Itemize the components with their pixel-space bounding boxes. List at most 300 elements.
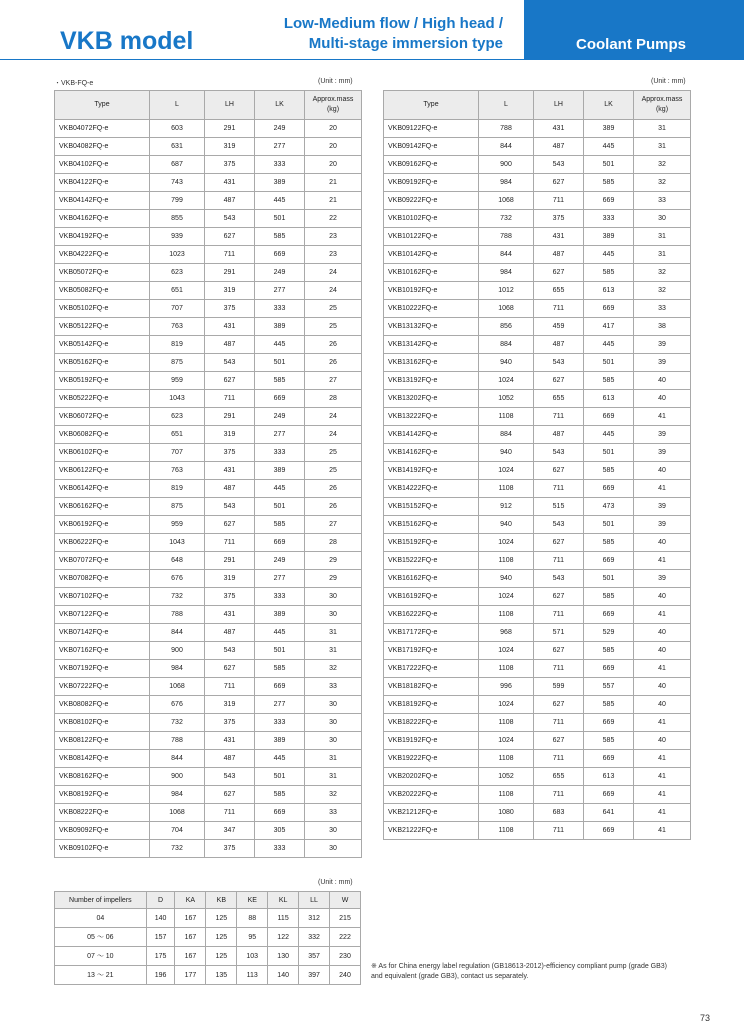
value-cell: 375 <box>205 300 255 318</box>
spec-table-right <box>383 90 691 840</box>
value-cell: 940 <box>479 354 534 372</box>
value-cell: 167 <box>175 928 206 947</box>
column-header: KB <box>206 892 237 909</box>
value-cell: 669 <box>584 552 634 570</box>
table-row <box>384 642 691 660</box>
value-cell: 319 <box>205 138 255 156</box>
value-cell: 88 <box>237 909 268 928</box>
value-cell: 939 <box>150 228 205 246</box>
value-cell: 431 <box>205 732 255 750</box>
value-cell: 711 <box>534 750 584 768</box>
value-cell: 984 <box>479 174 534 192</box>
value-cell: 41 <box>634 552 691 570</box>
value-cell: 312 <box>299 909 330 928</box>
value-cell: 669 <box>584 786 634 804</box>
value-cell: 41 <box>634 606 691 624</box>
value-cell: 585 <box>584 174 634 192</box>
value-cell: 277 <box>255 570 305 588</box>
table-row <box>384 408 691 426</box>
value-cell: 375 <box>205 588 255 606</box>
value-cell: 707 <box>150 300 205 318</box>
column-header: Approx.mass (kg) <box>634 91 691 120</box>
value-cell: 40 <box>634 696 691 714</box>
value-cell: 135 <box>206 966 237 985</box>
value-cell: 23 <box>305 228 362 246</box>
type-cell: VKB07072FQ-e <box>55 552 150 570</box>
value-cell: 357 <box>299 947 330 966</box>
table-body-right <box>384 120 691 840</box>
table-row <box>55 228 362 246</box>
value-cell: 711 <box>205 804 255 822</box>
value-cell: 651 <box>150 426 205 444</box>
value-cell: 1108 <box>479 408 534 426</box>
type-cell: VKB14222FQ-e <box>384 480 479 498</box>
type-cell: VKB04162FQ-e <box>55 210 150 228</box>
value-cell: 529 <box>584 624 634 642</box>
value-cell: 487 <box>205 192 255 210</box>
table-row <box>55 156 362 174</box>
type-cell: VKB04222FQ-e <box>55 246 150 264</box>
table-row <box>384 300 691 318</box>
type-cell: VKB13162FQ-e <box>384 354 479 372</box>
value-cell: 249 <box>255 264 305 282</box>
value-cell: 230 <box>330 947 361 966</box>
value-cell: 249 <box>255 120 305 138</box>
type-cell: VKB10142FQ-e <box>384 246 479 264</box>
value-cell: 177 <box>175 966 206 985</box>
table-row <box>384 390 691 408</box>
type-cell: VKB09092FQ-e <box>55 822 150 840</box>
value-cell: 627 <box>205 660 255 678</box>
value-cell: 445 <box>255 624 305 642</box>
value-cell: 487 <box>205 336 255 354</box>
section-label: ・VKB-FQ-e <box>54 80 94 87</box>
page-number: 73 <box>700 1013 711 1023</box>
value-cell: 431 <box>205 318 255 336</box>
table-row <box>55 408 362 426</box>
value-cell: 669 <box>584 822 634 840</box>
value-cell: 431 <box>205 606 255 624</box>
value-cell: 291 <box>205 120 255 138</box>
table-row <box>55 210 362 228</box>
value-cell: 21 <box>305 192 362 210</box>
table-row <box>55 570 362 588</box>
table-row <box>384 768 691 786</box>
value-cell: 240 <box>330 966 361 985</box>
value-cell: 95 <box>237 928 268 947</box>
value-cell: 41 <box>634 768 691 786</box>
table-row <box>384 318 691 336</box>
value-cell: 487 <box>534 336 584 354</box>
type-cell: VKB04122FQ-e <box>55 174 150 192</box>
value-cell: 585 <box>255 516 305 534</box>
type-cell: VKB08192FQ-e <box>55 786 150 804</box>
value-cell: 397 <box>299 966 330 985</box>
value-cell: 627 <box>205 228 255 246</box>
value-cell: 41 <box>634 786 691 804</box>
value-cell: 31 <box>634 228 691 246</box>
value-cell: 940 <box>479 444 534 462</box>
value-cell: 884 <box>479 336 534 354</box>
column-header: L <box>479 91 534 120</box>
value-cell: 501 <box>255 642 305 660</box>
value-cell: 711 <box>534 300 584 318</box>
value-cell: 445 <box>255 336 305 354</box>
value-cell: 1080 <box>479 804 534 822</box>
value-cell: 389 <box>255 606 305 624</box>
table-row <box>384 174 691 192</box>
value-cell: 333 <box>255 840 305 858</box>
table-row <box>384 750 691 768</box>
value-cell: 333 <box>255 714 305 732</box>
value-cell: 585 <box>584 732 634 750</box>
value-cell: 627 <box>205 372 255 390</box>
type-cell: VKB13192FQ-e <box>384 372 479 390</box>
value-cell: 417 <box>584 318 634 336</box>
type-cell: VKB21222FQ-e <box>384 822 479 840</box>
value-cell: 743 <box>150 174 205 192</box>
value-cell: 39 <box>634 336 691 354</box>
value-cell: 1024 <box>479 732 534 750</box>
value-cell: 763 <box>150 318 205 336</box>
value-cell: 669 <box>584 606 634 624</box>
type-cell: VKB08102FQ-e <box>55 714 150 732</box>
value-cell: 627 <box>205 516 255 534</box>
value-cell: 31 <box>305 768 362 786</box>
value-cell: 788 <box>479 120 534 138</box>
value-cell: 940 <box>479 570 534 588</box>
value-cell: 277 <box>255 138 305 156</box>
value-cell: 613 <box>584 390 634 408</box>
type-cell: VKB08082FQ-e <box>55 696 150 714</box>
value-cell: 1068 <box>479 192 534 210</box>
value-cell: 175 <box>146 947 175 966</box>
table-row <box>384 732 691 750</box>
value-cell: 30 <box>305 822 362 840</box>
table-row <box>384 552 691 570</box>
value-cell: 333 <box>255 156 305 174</box>
value-cell: 445 <box>255 750 305 768</box>
table-row <box>384 372 691 390</box>
value-cell: 277 <box>255 426 305 444</box>
value-cell: 27 <box>305 516 362 534</box>
value-cell: 543 <box>534 516 584 534</box>
value-cell: 704 <box>150 822 205 840</box>
value-cell: 687 <box>150 156 205 174</box>
type-cell: VKB05082FQ-e <box>55 282 150 300</box>
type-cell: VKB16192FQ-e <box>384 588 479 606</box>
value-cell: 627 <box>534 696 584 714</box>
table-row <box>384 606 691 624</box>
value-cell: 25 <box>305 444 362 462</box>
type-cell: VKB19222FQ-e <box>384 750 479 768</box>
value-cell: 103 <box>237 947 268 966</box>
value-cell: 844 <box>150 624 205 642</box>
value-cell: 445 <box>255 480 305 498</box>
header-subtitle-line2: Multi-stage immersion type <box>308 35 503 52</box>
type-cell: VKB09142FQ-e <box>384 138 479 156</box>
value-cell: 24 <box>305 426 362 444</box>
value-cell: 29 <box>305 552 362 570</box>
impeller-header-row <box>55 892 361 909</box>
table-row <box>55 552 362 570</box>
table-row <box>384 336 691 354</box>
value-cell: 1108 <box>479 714 534 732</box>
type-cell: VKB08222FQ-e <box>55 804 150 822</box>
value-cell: 648 <box>150 552 205 570</box>
type-cell: VKB19192FQ-e <box>384 732 479 750</box>
value-cell: 543 <box>205 210 255 228</box>
header-divider <box>0 59 744 60</box>
value-cell: 900 <box>150 768 205 786</box>
value-cell: 28 <box>305 390 362 408</box>
type-cell: VKB07102FQ-e <box>55 588 150 606</box>
value-cell: 40 <box>634 390 691 408</box>
type-cell: VKB10162FQ-e <box>384 264 479 282</box>
table-row <box>384 696 691 714</box>
type-cell: VKB15192FQ-e <box>384 534 479 552</box>
type-cell: VKB18222FQ-e <box>384 714 479 732</box>
value-cell: 900 <box>150 642 205 660</box>
type-cell: VKB04082FQ-e <box>55 138 150 156</box>
value-cell: 1068 <box>150 804 205 822</box>
value-cell: 40 <box>634 678 691 696</box>
value-cell: 487 <box>534 138 584 156</box>
table-row <box>55 750 362 768</box>
type-cell: VKB08142FQ-e <box>55 750 150 768</box>
header-category: Coolant Pumps <box>576 36 687 53</box>
table-row <box>384 804 691 822</box>
column-header: Approx.mass (kg) <box>305 91 362 120</box>
value-cell: 130 <box>268 947 299 966</box>
value-cell: 585 <box>584 696 634 714</box>
table-row <box>55 372 362 390</box>
value-cell: 32 <box>634 156 691 174</box>
column-header: KL <box>268 892 299 909</box>
table-row <box>55 264 362 282</box>
value-cell: 912 <box>479 498 534 516</box>
impeller-body <box>55 909 361 985</box>
value-cell: 22 <box>305 210 362 228</box>
value-cell: 631 <box>150 138 205 156</box>
value-cell: 31 <box>634 120 691 138</box>
type-cell: VKB05102FQ-e <box>55 300 150 318</box>
value-cell: 788 <box>150 732 205 750</box>
type-cell: 05 ～ 06 <box>55 928 147 947</box>
type-cell: 13 ～ 21 <box>55 966 147 985</box>
table-row <box>55 480 362 498</box>
value-cell: 25 <box>305 300 362 318</box>
value-cell: 669 <box>584 750 634 768</box>
value-cell: 571 <box>534 624 584 642</box>
value-cell: 333 <box>255 588 305 606</box>
table-row <box>384 678 691 696</box>
value-cell: 1043 <box>150 390 205 408</box>
type-cell: VKB05072FQ-e <box>55 264 150 282</box>
value-cell: 1052 <box>479 390 534 408</box>
table-row <box>384 282 691 300</box>
footnote: ※ As for China energy label regulation (GB18613-2012)-efficiency compliant pump (grade GB3) and equivalent (grade GB3), contact us separately. <box>371 963 668 980</box>
table-row <box>55 192 362 210</box>
table-row <box>384 426 691 444</box>
value-cell: 799 <box>150 192 205 210</box>
table-row <box>55 822 362 840</box>
value-cell: 711 <box>534 192 584 210</box>
value-cell: 711 <box>534 480 584 498</box>
type-cell: 04 <box>55 909 147 928</box>
type-cell: 07 ～ 10 <box>55 947 147 966</box>
column-header: LH <box>534 91 584 120</box>
value-cell: 39 <box>634 444 691 462</box>
value-cell: 445 <box>584 426 634 444</box>
type-cell: VKB04102FQ-e <box>55 156 150 174</box>
type-cell: VKB09102FQ-e <box>55 840 150 858</box>
type-cell: VKB14162FQ-e <box>384 444 479 462</box>
value-cell: 249 <box>255 552 305 570</box>
table-row <box>55 174 362 192</box>
value-cell: 543 <box>205 642 255 660</box>
value-cell: 33 <box>305 678 362 696</box>
column-header: LL <box>299 892 330 909</box>
type-cell: VKB07222FQ-e <box>55 678 150 696</box>
value-cell: 26 <box>305 354 362 372</box>
type-cell: VKB05162FQ-e <box>55 354 150 372</box>
value-cell: 543 <box>534 156 584 174</box>
value-cell: 557 <box>584 678 634 696</box>
value-cell: 585 <box>255 372 305 390</box>
table-row <box>55 660 362 678</box>
value-cell: 30 <box>305 588 362 606</box>
value-cell: 24 <box>305 282 362 300</box>
value-cell: 855 <box>150 210 205 228</box>
value-cell: 627 <box>534 732 584 750</box>
impeller-dimension-table <box>54 891 361 985</box>
value-cell: 375 <box>205 444 255 462</box>
column-header: D <box>146 892 175 909</box>
type-cell: VKB05122FQ-e <box>55 318 150 336</box>
value-cell: 1068 <box>479 300 534 318</box>
column-header: Type <box>55 91 150 120</box>
type-cell: VKB07082FQ-e <box>55 570 150 588</box>
type-cell: VKB04072FQ-e <box>55 120 150 138</box>
type-cell: VKB06162FQ-e <box>55 498 150 516</box>
type-cell: VKB16222FQ-e <box>384 606 479 624</box>
value-cell: 23 <box>305 246 362 264</box>
value-cell: 319 <box>205 570 255 588</box>
value-cell: 1043 <box>150 534 205 552</box>
value-cell: 291 <box>205 264 255 282</box>
spec-table-left <box>54 90 362 858</box>
value-cell: 884 <box>479 426 534 444</box>
value-cell: 26 <box>305 480 362 498</box>
table-row <box>384 246 691 264</box>
value-cell: 585 <box>255 786 305 804</box>
value-cell: 585 <box>255 228 305 246</box>
type-cell: VKB05222FQ-e <box>55 390 150 408</box>
type-cell: VKB04142FQ-e <box>55 192 150 210</box>
value-cell: 40 <box>634 732 691 750</box>
table-row <box>55 138 362 156</box>
value-cell: 31 <box>305 642 362 660</box>
value-cell: 669 <box>255 534 305 552</box>
value-cell: 375 <box>205 156 255 174</box>
value-cell: 40 <box>634 534 691 552</box>
value-cell: 41 <box>634 822 691 840</box>
value-cell: 39 <box>634 498 691 516</box>
table-row <box>384 570 691 588</box>
value-cell: 875 <box>150 498 205 516</box>
value-cell: 669 <box>584 714 634 732</box>
value-cell: 711 <box>205 390 255 408</box>
value-cell: 732 <box>150 588 205 606</box>
value-cell: 1024 <box>479 372 534 390</box>
value-cell: 25 <box>305 318 362 336</box>
type-cell: VKB06222FQ-e <box>55 534 150 552</box>
value-cell: 487 <box>534 246 584 264</box>
type-cell: VKB06102FQ-e <box>55 444 150 462</box>
value-cell: 900 <box>479 156 534 174</box>
value-cell: 167 <box>175 909 206 928</box>
table-row <box>55 300 362 318</box>
value-cell: 996 <box>479 678 534 696</box>
table-row <box>55 534 362 552</box>
value-cell: 40 <box>634 588 691 606</box>
value-cell: 291 <box>205 408 255 426</box>
value-cell: 1108 <box>479 660 534 678</box>
value-cell: 585 <box>584 534 634 552</box>
value-cell: 819 <box>150 480 205 498</box>
value-cell: 26 <box>305 498 362 516</box>
value-cell: 613 <box>584 282 634 300</box>
value-cell: 543 <box>534 570 584 588</box>
value-cell: 305 <box>255 822 305 840</box>
type-cell: VKB15152FQ-e <box>384 498 479 516</box>
value-cell: 669 <box>255 678 305 696</box>
value-cell: 445 <box>255 192 305 210</box>
value-cell: 29 <box>305 570 362 588</box>
type-cell: VKB09122FQ-e <box>384 120 479 138</box>
value-cell: 487 <box>205 750 255 768</box>
value-cell: 122 <box>268 928 299 947</box>
value-cell: 20 <box>305 138 362 156</box>
value-cell: 473 <box>584 498 634 516</box>
header-category-band <box>524 0 744 59</box>
table-row <box>384 210 691 228</box>
type-cell: VKB17172FQ-e <box>384 624 479 642</box>
value-cell: 959 <box>150 372 205 390</box>
value-cell: 41 <box>634 480 691 498</box>
value-cell: 277 <box>255 696 305 714</box>
value-cell: 389 <box>584 120 634 138</box>
table-row <box>55 714 362 732</box>
value-cell: 487 <box>534 426 584 444</box>
value-cell: 711 <box>534 786 584 804</box>
table-row <box>384 462 691 480</box>
column-header: LK <box>584 91 634 120</box>
table-row <box>55 588 362 606</box>
value-cell: 627 <box>534 588 584 606</box>
table-row <box>384 624 691 642</box>
value-cell: 1108 <box>479 750 534 768</box>
table-header-row <box>384 91 691 120</box>
table-row <box>55 498 362 516</box>
value-cell: 41 <box>634 714 691 732</box>
value-cell: 669 <box>584 660 634 678</box>
type-cell: VKB04192FQ-e <box>55 228 150 246</box>
column-header: W <box>330 892 361 909</box>
value-cell: 711 <box>534 408 584 426</box>
column-header: KE <box>237 892 268 909</box>
